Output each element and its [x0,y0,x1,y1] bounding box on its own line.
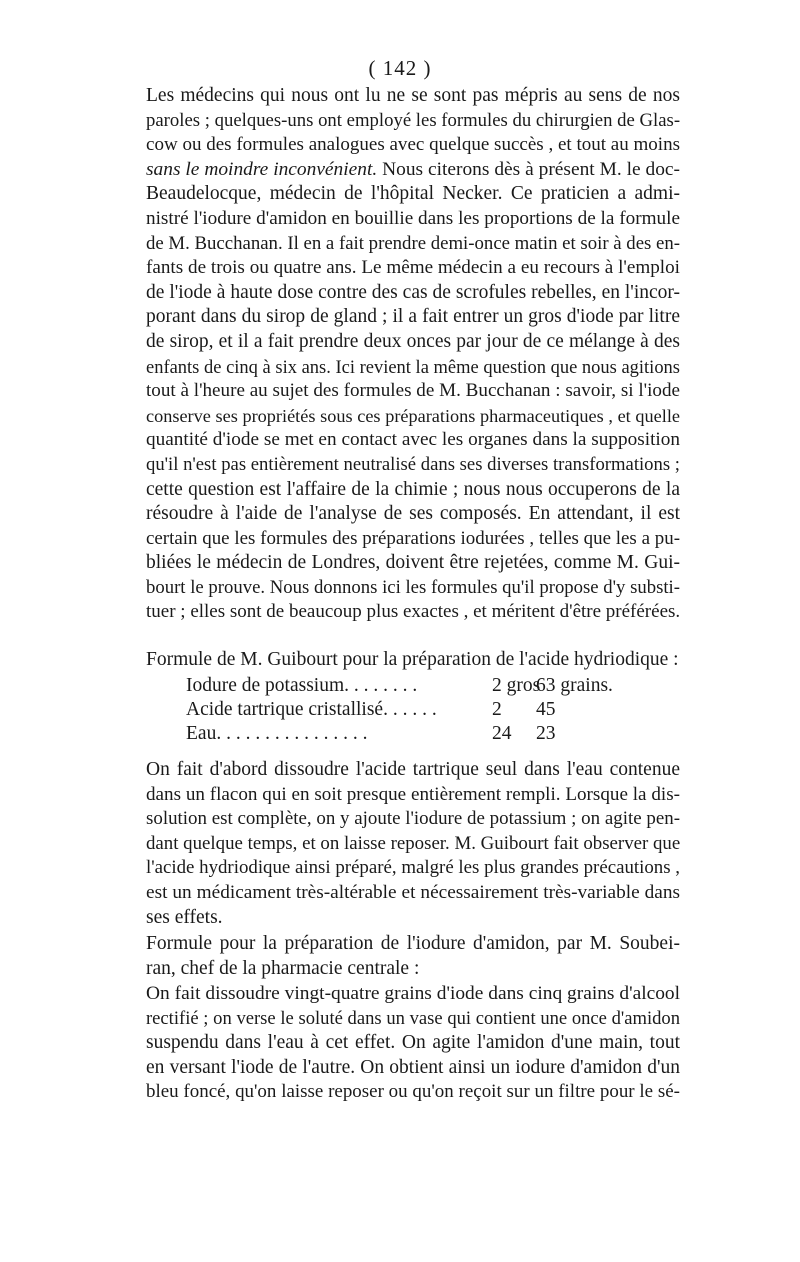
text-line: est un médicament très-altérable et nécessairement très-variable dans [146,881,680,903]
text-line: Beaudelocque, médecin de l'hôpital Necker. Ce praticien a admi- [146,183,680,205]
recipe-row [186,698,656,722]
text-line: certain que les formules des préparations iodurées , telles que les a pu- [146,527,680,549]
text-line: Formule pour la préparation de l'iodure d'amidon, par M. Soubei- [146,933,680,954]
recipe-row [186,722,656,746]
text-line: nistré l'iodure d'amidon en bouillie dans les proportions de la formule [146,207,680,229]
text-line: en versant l'iode de l'autre. On obtient ainsi un iodure d'amidon d'un [146,1056,680,1078]
paragraph-physicians [146,84,680,625]
recipe-row [186,674,656,698]
italic-phrase: sans le moindre inconvénient. [146,158,378,180]
text-line: dans un flacon qui en soit presque entièrement rempli. Lorsque la dis- [146,783,680,805]
text-line: dant quelque temps, et on laisse reposer. M. Guibourt fait observer que [146,832,681,854]
text-line: On fait d'abord dissoudre l'acide tartrique seul dans l'eau contenue [146,759,680,780]
text-line: rectifié ; on verse le soluté dans un vase qui contient une once d'amidon [146,1007,680,1029]
recipe-table [186,674,656,746]
ingredient-quantity: 24 [492,723,512,744]
text-line: Formule de M. Guibourt pour la préparation de l'acide hydriodique : [146,649,679,670]
text-line: fants de trois ou quatre ans. Le même médecin a eu recours à l'emploi [146,257,680,279]
text-line: cette question est l'affaire de la chimie ; nous nous occuperons de la [146,478,680,500]
text-line: paroles ; quelques-uns ont employé les formules du chirurgien de Glas- [146,109,681,131]
text-line-rest: Nous citerons dès à présent M. le doc- [377,158,680,180]
text-line: conserve ses propriétés sous ces préparations pharmaceutiques , et quelle [146,405,680,426]
text-line: qu'il n'est pas entièrement neutralisé dans ses diverses transformations ; [146,453,680,475]
ingredient-name: Eau. . . . . . . . . . . . . . . . [186,723,368,744]
text-line: solution est complète, on y ajoute l'iodure de potassium ; on agite pen- [146,808,680,830]
text-line: de M. Bucchanan. Il en a fait prendre demi-once matin et soir à des en- [146,232,681,254]
formula-title-soubeiran [146,932,680,981]
text-line: de l'iode à haute dose contre des cas de scrofules rebelles, en l'incor- [146,281,680,303]
text-line: quantité d'iode se met en contact avec les organes dans la supposition [146,429,680,451]
text-line-mixed [146,158,680,183]
page-number: ( 142 ) [368,56,432,80]
text-line: de sirop, et il a fait prendre deux onces par jour de ce mélange à des [146,330,680,352]
ingredient-name: Iodure de potassium. . . . . . . . [186,675,418,696]
paragraph-amidon-procedure [146,982,680,1105]
text-line: bourt le prouve. Nous donnons ici les formules qu'il propose d'y substi- [146,576,680,598]
ingredient-name: Acide tartrique cristallisé. . . . . . [186,699,437,720]
ingredient-quantity: 2 gros [492,675,541,696]
text-line: porant dans du sirop de gland ; il a fait entrer un gros d'iode par litre [146,306,680,328]
text-line: bleu foncé, qu'on laisse reposer ou qu'on reçoit sur un filtre pour le sé- [146,1081,680,1103]
text-line: l'acide hydriodique ainsi préparé, malgré les plus grandes précautions , [146,857,680,879]
formula-title-guibourt [146,648,680,673]
text-line: ses effets. [146,906,223,928]
ingredient-quantity: 2 [492,699,502,720]
text-line: tuer ; elles sont de beaucoup plus exactes , et méritent d'être préférées. [146,601,681,623]
ingredient-grains: 23 [536,723,556,744]
ingredient-grains: 45 [536,699,556,720]
text-line: résoudre à l'aide de l'analyse de ses composés. En attendant, il est [146,503,680,525]
text-line: suspendu dans l'eau à cet effet. On agite l'amidon d'une main, tout [146,1032,680,1054]
text-line: bliées le médecin de Londres, doivent être rejetées, comme M. Gui- [146,552,680,574]
text-line: Les médecins qui nous ont lu ne se sont pas mépris au sens de nos [146,85,680,106]
paragraph-hydriodic-procedure [146,758,680,930]
text-line: On fait dissoudre vingt-quatre grains d'iode dans cinq grains d'alcool [146,983,680,1004]
text-line: enfants de cinq à six ans. Ici revient la même question que nous agitions [146,356,680,377]
text-line: cow ou des formules analogues avec quelque succès , et tout au moins [146,134,680,156]
text-line: ran, chef de la pharmacie centrale : [146,957,420,979]
ingredient-grains: 63 grains. [536,675,613,696]
text-line: tout à l'heure au sujet des formules de M. Bucchanan : savoir, si l'iode [146,380,680,402]
